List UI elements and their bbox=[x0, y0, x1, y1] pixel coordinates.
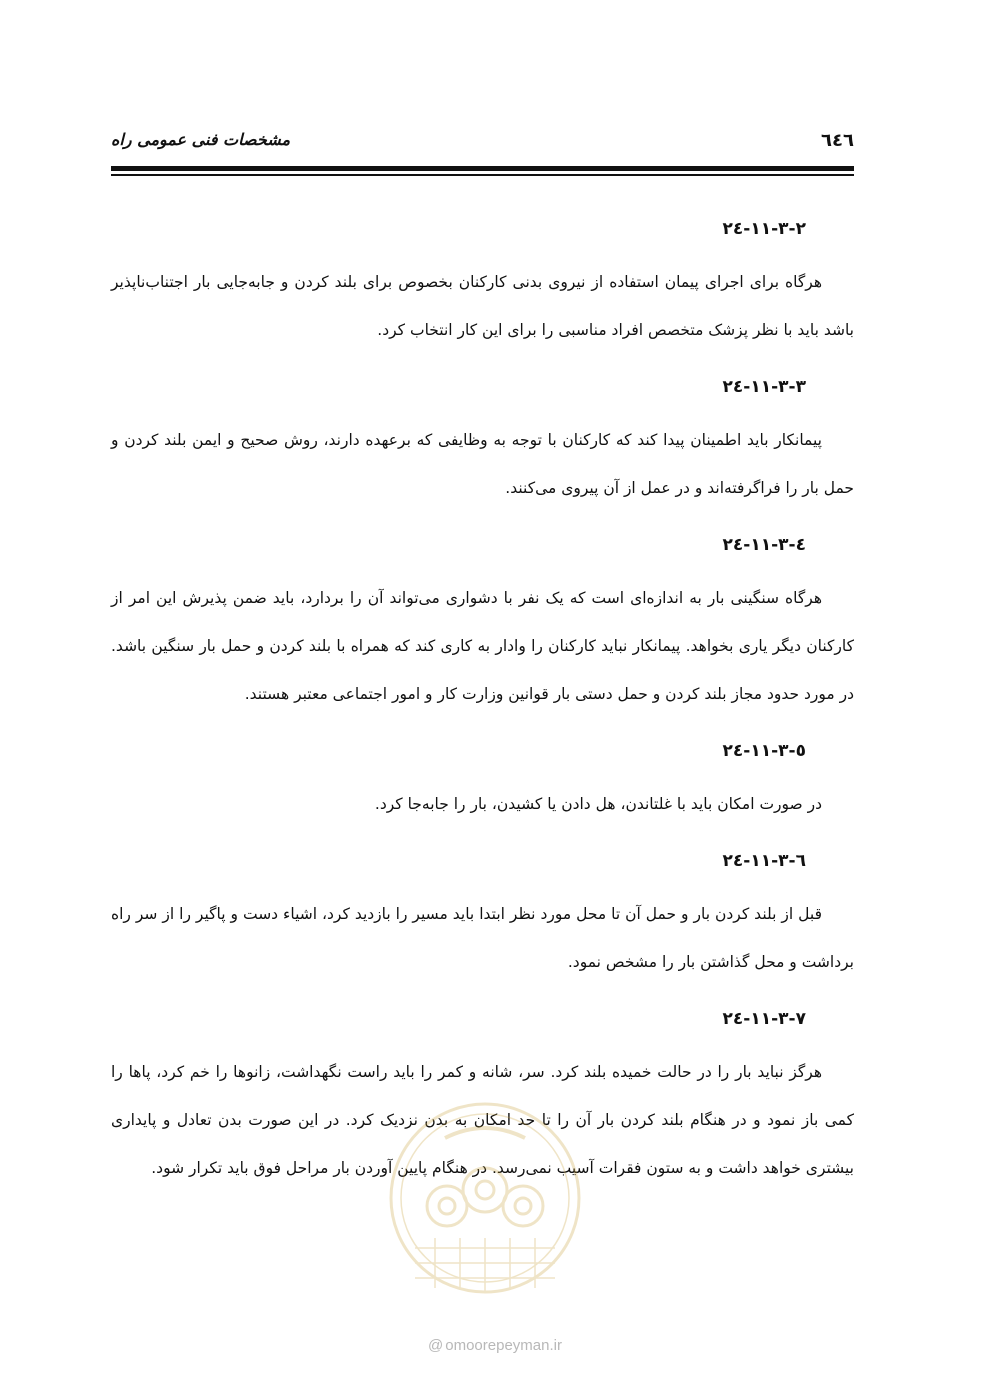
watermark-site: omoorepeyman.ir bbox=[445, 1337, 562, 1354]
section-number: ٢-٣-١١-٢٤ bbox=[722, 219, 806, 239]
section-number: ٥-٣-١١-٢٤ bbox=[722, 741, 806, 761]
header-rule-thick bbox=[111, 166, 854, 171]
watermark-footer bbox=[395, 1337, 595, 1354]
page-header bbox=[111, 130, 854, 160]
section-paragraph: پیمانکار باید اطمینان پیدا کند که کارکنان با توجه به وظایفی که برعهده دارند، روش صحیح و ایمن بلند کردن و حمل بار را فراگرفته‌اند و در عمل از آن پیروی می‌کنند. bbox=[111, 431, 854, 497]
section-paragraph: قبل از بلند کردن بار و حمل آن تا محل مورد نظر ابتدا باید مسیر را بازدید کرد، اشیاء دست و پاگیر را از سر راه برداشت و محل گذاشتن بار را مشخص نمود. bbox=[111, 905, 854, 971]
section-paragraph: در صورت امکان باید با غلتاندن، هل دادن یا کشیدن، بار را جابه‌جا کرد. bbox=[374, 795, 822, 813]
section bbox=[111, 530, 854, 718]
section-paragraph: هرگز نباید بار را در حالت خمیده بلند کرد. سر، شانه و کمر را باید راست نگهداشت، زانوها را خم کرد، پاها را کمی باز نمود و در هنگام بلند کردن بار آن را تا حد امکان به بدن نزدیک کرد. در این صورت بدن تعادل و پایداری بیشتری خواهد داشت و به ستون فقرات آسیب نمی‌رسد. در هنگام پایین آوردن بار مراحل فوق باید تکرار شود. bbox=[111, 1063, 854, 1177]
section-paragraph: هرگاه برای اجرای پیمان استفاده از نیروی بدنی کارکنان بخصوص برای بلند کردن و جابه‌جایی بار اجتناب‌ناپذیر باشد باید با نظر پزشک متخصص افراد مناسبی را برای این کار انتخاب کرد. bbox=[111, 273, 854, 339]
page-number: ٦٤٦ bbox=[821, 130, 854, 151]
section-number: ٤-٣-١١-٢٤ bbox=[722, 535, 806, 555]
section bbox=[111, 1004, 854, 1192]
section bbox=[111, 372, 854, 512]
section-number: ٣-٣-١١-٢٤ bbox=[722, 377, 806, 397]
section bbox=[111, 736, 854, 828]
section-number: ٦-٣-١١-٢٤ bbox=[722, 851, 806, 871]
section-number: ٧-٣-١١-٢٤ bbox=[722, 1009, 806, 1029]
at-sign-icon: @ bbox=[428, 1337, 444, 1354]
page-content bbox=[111, 214, 854, 1210]
section bbox=[111, 846, 854, 986]
book-title: مشخصات فنی عمومی راه bbox=[111, 130, 291, 149]
section bbox=[111, 214, 854, 354]
header-rule-thin bbox=[111, 174, 854, 176]
section-paragraph: هرگاه سنگینی بار به اندازه‌ای است که یک نفر با دشواری می‌تواند آن را بردارد، باید ضمن پذیرش این امر از کارکنان دیگر یاری بخواهد. پیمانکار نباید کارکنان را وادار به کاری کند که همراه با بلند کردن و حمل بار سنگین باشد. در مورد حدود مجاز بلند کردن و حمل دستی بار قوانین وزارت کار و امور اجتماعی معتبر هستند. bbox=[111, 589, 854, 703]
